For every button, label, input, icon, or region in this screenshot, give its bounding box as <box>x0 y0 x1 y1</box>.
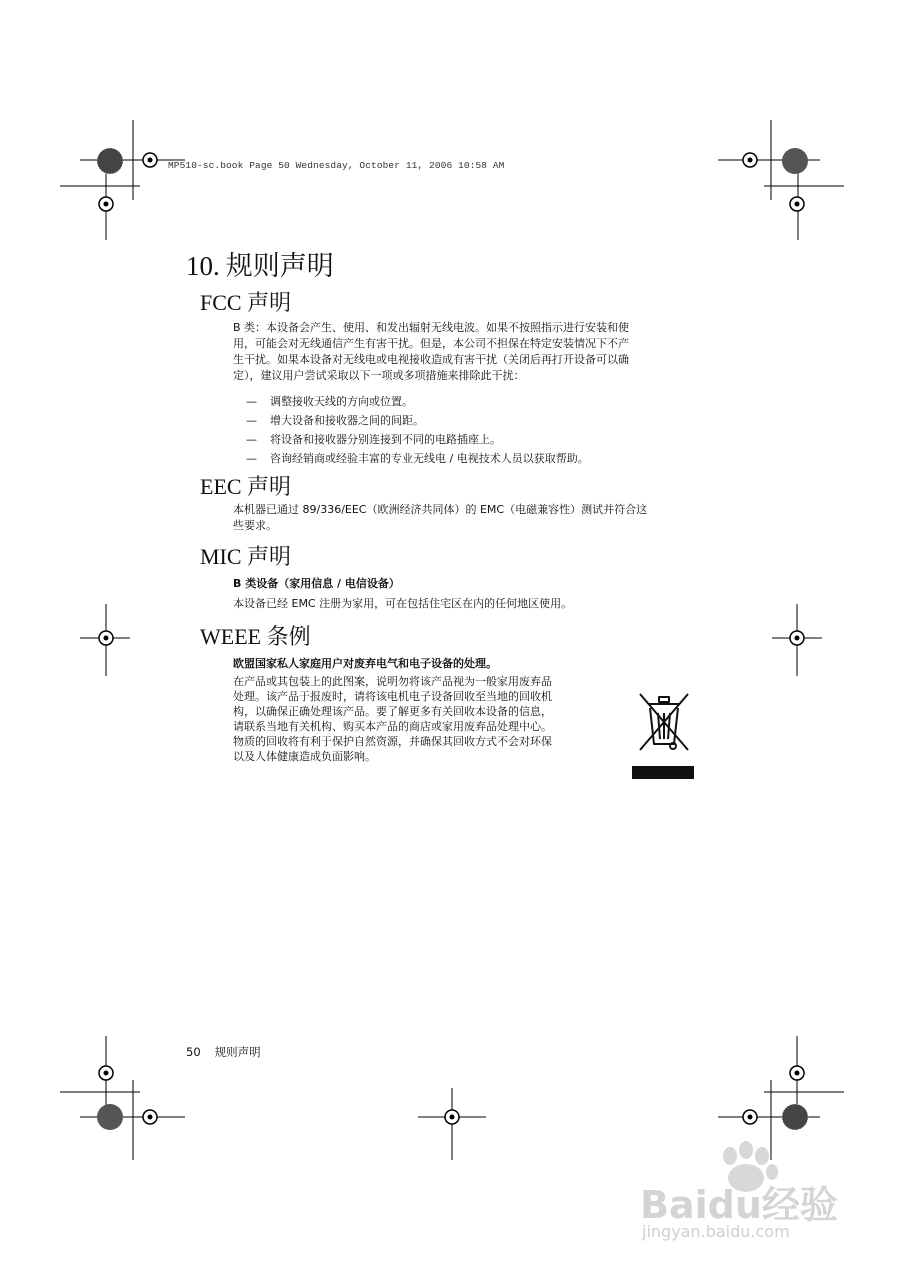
footer-section-title: 规则声明 <box>214 1045 261 1059</box>
chapter-title <box>186 244 334 283</box>
chapter-title-text: 规则声明 <box>225 251 334 281</box>
paragraph-line: 处理。该产品于报废时，请将该电机电子设备回收至当地的回收机 <box>233 690 552 703</box>
dash-marker: — <box>246 433 257 446</box>
paragraph-line: 定），建议用户尝试采取以下一项或多项措施来排除此干扰： <box>233 369 525 382</box>
paragraph-line: 物质的回收将有利于保护自然资源，并确保其回收方式不会对环保 <box>233 735 552 748</box>
dash-marker: — <box>246 452 257 465</box>
weee-paragraph <box>233 674 552 764</box>
paragraph-line: 本机器已通过 89/336/EEC（欧洲经济共同体）的 EMC（电磁兼容性）测试并符合这 <box>233 503 648 516</box>
paragraph-line: 生干扰。如果本设备对无线电或电视接收造成有害干扰（关闭后再打开设备可以确 <box>233 353 629 366</box>
page-number: 50 <box>186 1045 201 1059</box>
paragraph-line: B 类：本设备会产生、使用、和发出辐射无线电波。如果不按照指示进行安装和使 <box>233 321 630 334</box>
list-item: — 增大设备和接收器之间的间距。 <box>246 411 589 430</box>
list-item: — 调整接收天线的方向或位置。 <box>246 392 589 411</box>
list-item: — 咨询经销商或经验丰富的专业无线电 / 电视技术人员以获取帮助。 <box>246 449 589 468</box>
paragraph-line: 在产品或其包装上的此图案，说明勿将该产品视为一般家用废弃品 <box>233 675 552 688</box>
section-heading-fcc: FCC 声明 <box>200 290 292 315</box>
weee-bin-icon <box>632 686 694 782</box>
paragraph-line: 用，可能会对无线通信产生有害干扰。但是，本公司不担保在特定安装情况下不产 <box>233 337 629 350</box>
paragraph-line: 以及人体健康造成负面影响。 <box>233 750 376 763</box>
print-file-info: MP510-sc.book Page 50 Wednesday, October 11, 2006 10:58 AM <box>168 160 505 171</box>
mic-paragraph: 本设备已经 EMC 注册为家用，可在包括住宅区在内的任何地区使用。 <box>233 597 573 610</box>
watermark-url: jingyan.baidu.com <box>642 1222 790 1241</box>
fcc-paragraph <box>233 320 629 384</box>
page-footer <box>186 1044 261 1060</box>
fcc-bullet-list <box>246 392 589 468</box>
chapter-number: 10. <box>186 251 220 281</box>
section-heading-weee: WEEE 条例 <box>200 624 311 649</box>
dash-marker: — <box>246 395 257 408</box>
watermark-brand-text: Baidu经验 <box>640 1183 838 1227</box>
mic-subheading: B 类设备（家用信息 / 电信设备） <box>233 577 400 590</box>
section-heading-eec: EEC 声明 <box>200 474 292 499</box>
baidu-watermark <box>612 1138 862 1248</box>
dash-marker: — <box>246 414 257 427</box>
paragraph-line: 请联系当地有关机构、购买本产品的商店或家用废弃品处理中心。 <box>233 720 552 733</box>
section-heading-mic: MIC 声明 <box>200 544 292 569</box>
weee-subheading: 欧盟国家私人家庭用户对废弃电气和电子设备的处理。 <box>233 657 497 670</box>
paragraph-line: 些要求。 <box>233 519 277 532</box>
paragraph-line: 构，以确保正确处理该产品。要了解更多有关回收本设备的信息， <box>233 705 552 718</box>
eec-paragraph <box>233 502 647 534</box>
list-item: — 将设备和接收器分别连接到不同的电路插座上。 <box>246 430 589 449</box>
